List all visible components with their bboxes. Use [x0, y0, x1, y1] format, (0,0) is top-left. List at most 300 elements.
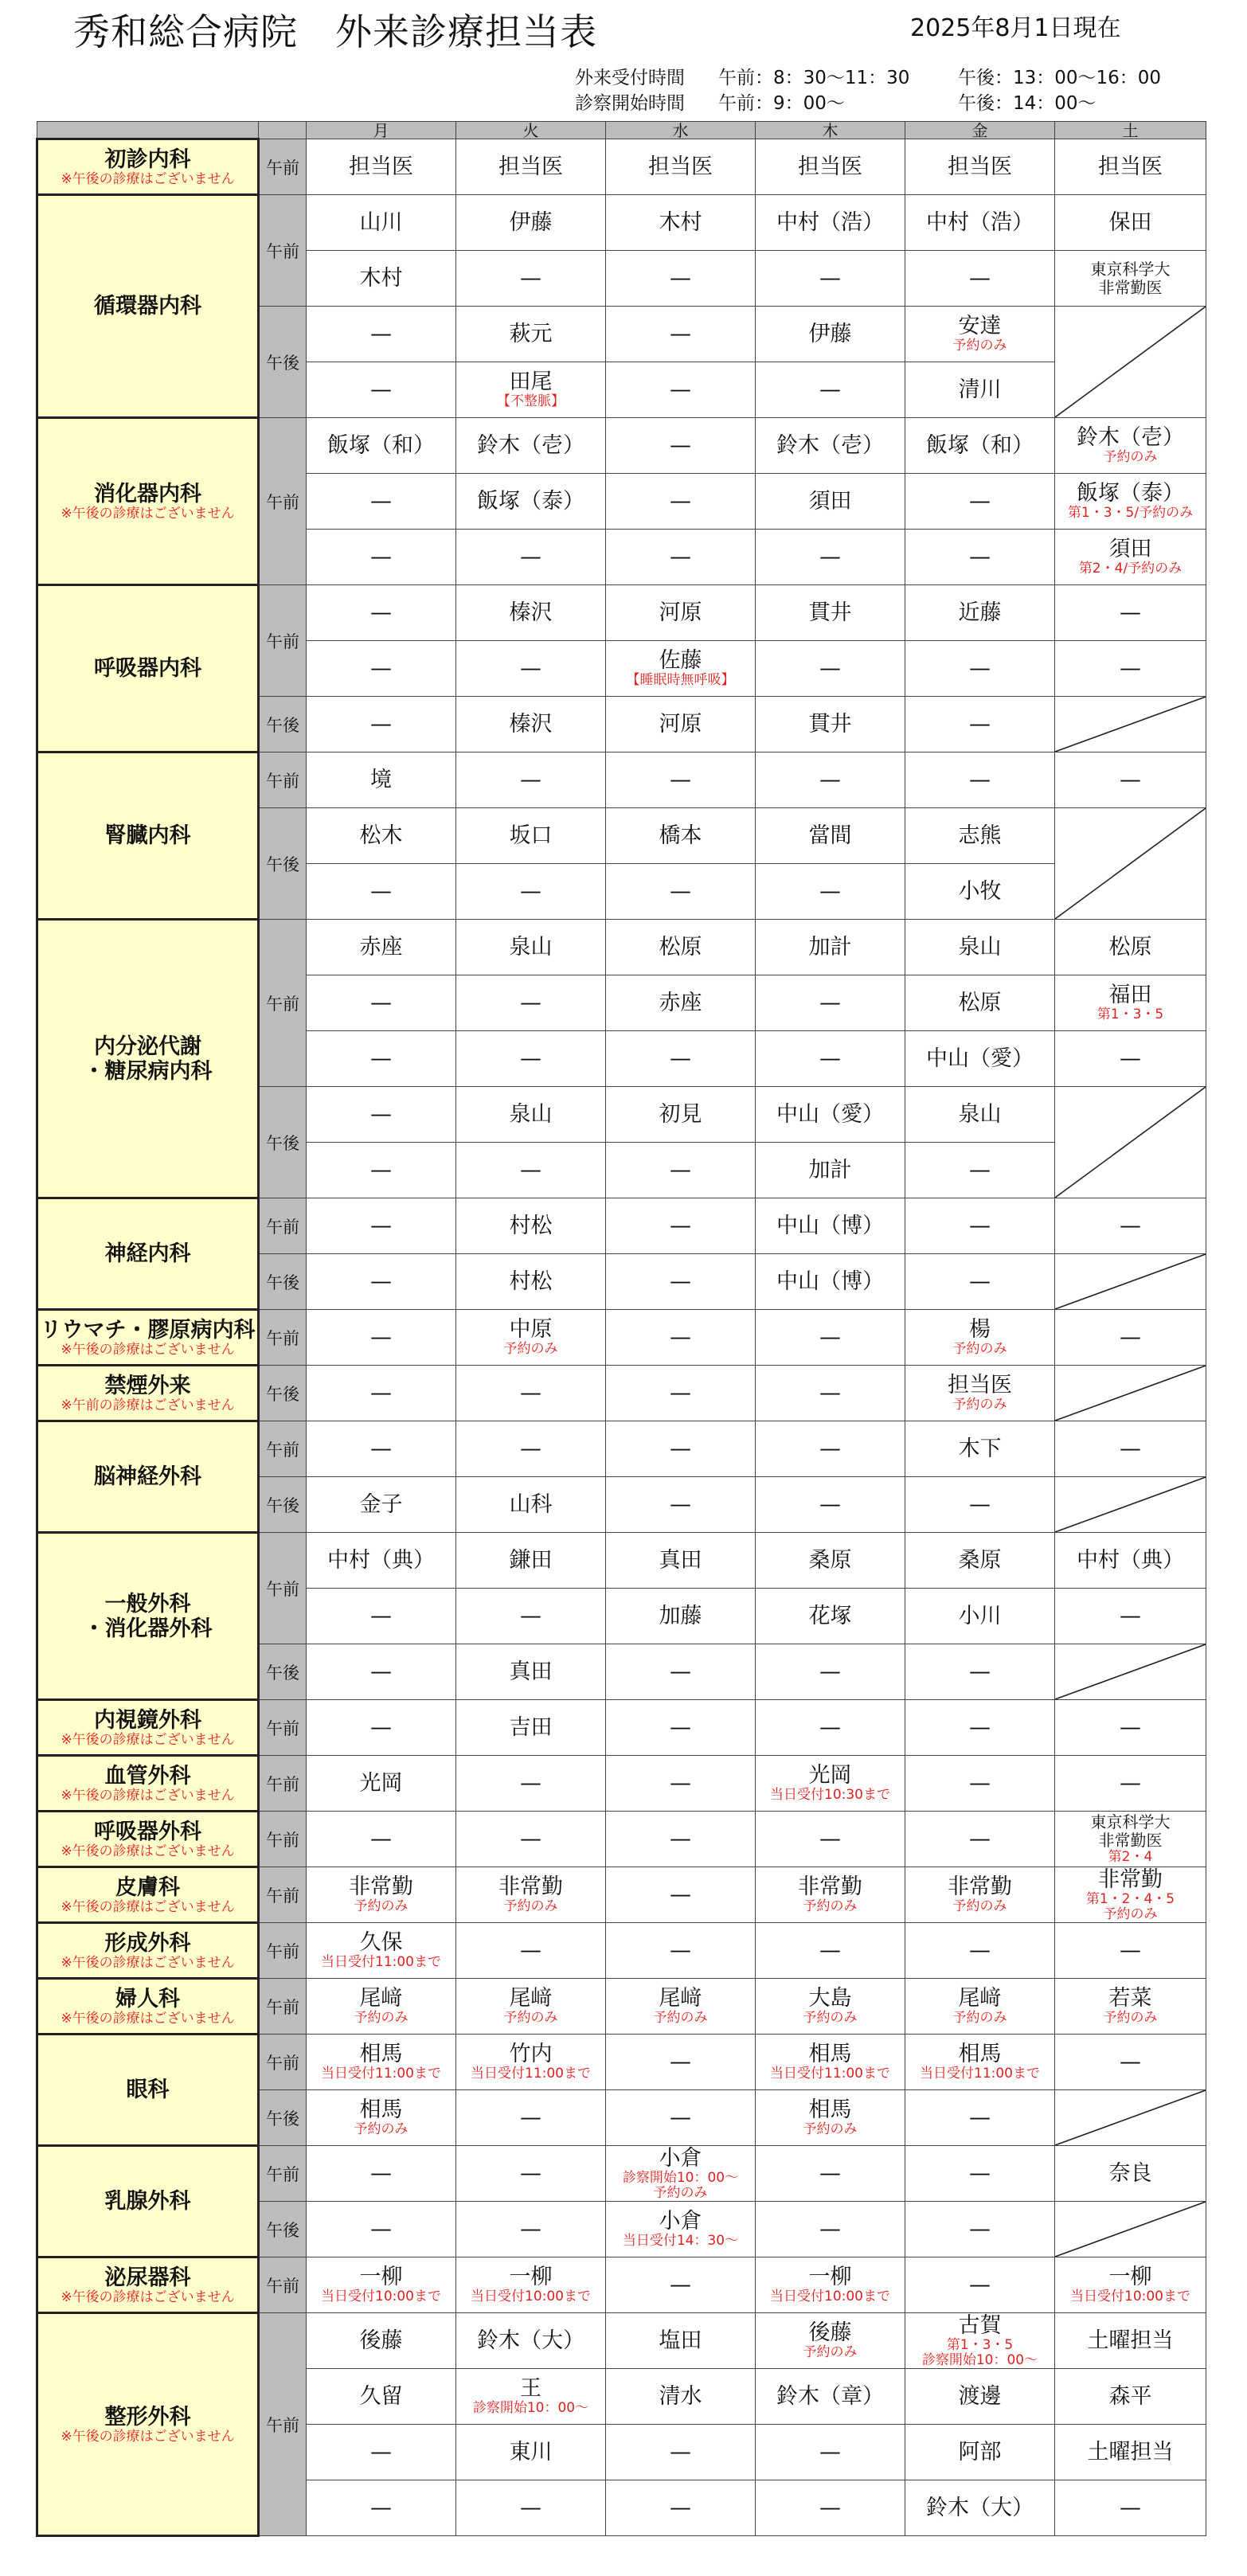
- doctor-name: 担当医: [948, 154, 1012, 179]
- doctor-name: 後藤: [808, 2320, 852, 2345]
- doctor-cell: [606, 2369, 756, 2425]
- doctor-note: 予約のみ: [952, 1341, 1007, 1357]
- doctor-cell: [456, 307, 606, 362]
- doctor-name: —: [520, 2160, 541, 2186]
- doctor-cell: [456, 1812, 606, 1867]
- doctor-cell: [606, 1031, 756, 1087]
- doctor-cell: [756, 139, 905, 195]
- doctor-name: —: [520, 1826, 541, 1851]
- doctor-cell: [756, 251, 905, 307]
- doctor-name: 中原: [509, 1317, 553, 1342]
- department-cell: [37, 1867, 259, 1923]
- doctor-name: 中山（博）: [776, 1268, 884, 1294]
- department-cell: [37, 1198, 259, 1310]
- department-name: 婦人科: [115, 1986, 180, 2011]
- doctor-cell: [307, 1366, 456, 1421]
- department-cell: [37, 1700, 259, 1756]
- department-cell: [37, 2313, 259, 2536]
- doctor-name: —: [969, 544, 991, 569]
- doctor-name: —: [1120, 655, 1141, 681]
- doctor-cell: [1055, 1867, 1206, 1923]
- doctor-cell: [1055, 1421, 1206, 1477]
- doctor-cell: [1055, 251, 1206, 307]
- doctor-cell: [606, 2480, 756, 2536]
- doctor-name: —: [969, 1157, 991, 1182]
- doctor-name: 古賀: [958, 2312, 1002, 2338]
- doctor-cell: [307, 585, 456, 641]
- closed-cell: [1055, 697, 1206, 752]
- doctor-name: —: [520, 1603, 541, 1628]
- doctor-name: —: [969, 655, 991, 681]
- doctor-cell: [756, 864, 905, 920]
- doctor-cell: [606, 1700, 756, 1756]
- doctor-name: 山川: [359, 209, 403, 235]
- doctor-cell: [905, 2425, 1055, 2480]
- as-of-date: 2025年8月1日現在: [910, 14, 1121, 42]
- closed-slash: [1055, 307, 1206, 417]
- doctor-name: —: [819, 767, 841, 792]
- doctor-name: 須田: [1108, 537, 1152, 561]
- session-label: 午前: [259, 139, 307, 195]
- doctor-cell: [1055, 2146, 1206, 2202]
- doctor-name: —: [670, 432, 691, 458]
- department-note: ※午後の診療はございません: [61, 1731, 235, 1748]
- department-note: ※午後の診療はございません: [61, 2289, 235, 2305]
- department-name: 乳腺外科: [104, 2189, 191, 2214]
- doctor-cell: [1055, 1923, 1206, 1979]
- doctor-name: 久保: [359, 1930, 403, 1955]
- doctor-name: —: [520, 1157, 541, 1182]
- schedule-table: [36, 121, 1206, 2537]
- doctor-cell: [456, 1589, 606, 1644]
- doctor-cell: [905, 418, 1055, 474]
- doctor-cell: [905, 530, 1055, 585]
- doctor-name: 貫井: [808, 600, 852, 625]
- doctor-name: 相馬: [359, 2042, 403, 2066]
- doctor-name: 泉山: [958, 934, 1002, 960]
- closed-slash: [1055, 1366, 1206, 1421]
- doctor-name: 鈴木（壱）: [776, 432, 884, 458]
- doctor-name: —: [819, 1826, 841, 1851]
- doctor-cell: [307, 1254, 456, 1310]
- doctor-name: 泉山: [509, 934, 553, 960]
- session-label: 午前: [259, 752, 307, 808]
- doctor-cell: [905, 1366, 1055, 1421]
- doctor-name: 土曜担当: [1087, 2439, 1174, 2465]
- table-row: [37, 139, 1206, 195]
- department-name: 禁煙外来: [104, 1373, 191, 1398]
- doctor-cell: [307, 2090, 456, 2146]
- doctor-cell: [456, 920, 606, 975]
- department-name: 神経内科: [104, 1241, 191, 1266]
- doctor-cell: [307, 2146, 456, 2202]
- doctor-name: —: [969, 1770, 991, 1796]
- doctor-name: —: [370, 2495, 392, 2520]
- department-cell: [37, 1812, 259, 1867]
- session-label: 午後: [259, 307, 307, 418]
- doctor-name: 鈴木（壱）: [1077, 425, 1184, 450]
- doctor-cell: [456, 362, 606, 418]
- doctor-name: 尾﨑: [359, 1986, 403, 2011]
- doctor-cell: [456, 1031, 606, 1087]
- doctor-name: —: [969, 767, 991, 792]
- doctor-cell: [1055, 1198, 1206, 1254]
- doctor-name: 鈴木（大）: [926, 2495, 1034, 2520]
- doctor-cell: [1055, 1031, 1206, 1087]
- doctor-cell: [905, 2202, 1055, 2257]
- department-note: ※午後の診療はございません: [61, 1787, 235, 1804]
- department-cell: [37, 585, 259, 752]
- doctor-cell: [756, 1533, 905, 1589]
- doctor-cell: [1055, 2035, 1206, 2090]
- doctor-cell: [756, 307, 905, 362]
- doctor-name: 安達: [958, 314, 1002, 338]
- doctor-cell: [905, 1923, 1055, 1979]
- table-row: [37, 920, 1206, 975]
- doctor-cell: [756, 474, 905, 530]
- table-row: [37, 1700, 1206, 1756]
- session-label: 午前: [259, 1923, 307, 1979]
- doctor-cell: [905, 585, 1055, 641]
- session-label: 午後: [259, 1366, 307, 1421]
- weekday-mon: 月: [307, 122, 456, 139]
- doctor-cell: [606, 585, 756, 641]
- doctor-name: 坂口: [509, 823, 553, 848]
- doctor-cell: [905, 1477, 1055, 1533]
- doctor-name: 東川: [509, 2439, 553, 2465]
- doctor-cell: [905, 1589, 1055, 1644]
- doctor-note: 予約のみ: [354, 2121, 408, 2137]
- doctor-name: —: [819, 990, 841, 1015]
- doctor-name: 中村（典）: [327, 1547, 435, 1573]
- doctor-cell: [456, 1087, 606, 1143]
- doctor-name: —: [520, 1046, 541, 1071]
- doctor-cell: [307, 195, 456, 251]
- doctor-name: —: [819, 265, 841, 291]
- doctor-name: —: [370, 1101, 392, 1127]
- doctor-cell: [1055, 752, 1206, 808]
- doctor-name: 松原: [958, 990, 1002, 1015]
- doctor-cell: [756, 418, 905, 474]
- doctor-name: —: [1120, 600, 1141, 625]
- doctor-cell: [756, 1589, 905, 1644]
- doctor-cell: [756, 1923, 905, 1979]
- closed-slash: [1055, 1644, 1206, 1699]
- doctor-note: 当日受付11:00まで: [471, 2066, 591, 2082]
- doctor-name: 松原: [1108, 934, 1152, 960]
- doctor-cell: [307, 920, 456, 975]
- table-row: [37, 2146, 1206, 2202]
- doctor-cell: [756, 530, 905, 585]
- doctor-cell: [307, 808, 456, 864]
- doctor-note: 予約のみ: [354, 2010, 408, 2026]
- doctor-cell: [756, 1421, 905, 1477]
- doctor-name: —: [670, 1770, 691, 1796]
- doctor-name: 保田: [1108, 209, 1152, 235]
- doctor-name: 非常勤: [798, 1874, 862, 1899]
- doctor-name: —: [1120, 1770, 1141, 1796]
- start-hours-pm: 午後：14：00～: [958, 93, 1096, 114]
- doctor-name: —: [1120, 1714, 1141, 1740]
- doctor-name: 鈴木（大）: [477, 2328, 584, 2353]
- table-row: [37, 1198, 1206, 1254]
- closed-cell: [1055, 2202, 1206, 2257]
- doctor-cell: [756, 195, 905, 251]
- doctor-name: 初見: [659, 1101, 702, 1127]
- weekday-wed: 水: [606, 122, 756, 139]
- doctor-cell: [905, 808, 1055, 864]
- doctor-name: —: [819, 1324, 841, 1350]
- doctor-name: —: [370, 711, 392, 737]
- doctor-name: 加計: [808, 1157, 852, 1182]
- session-label: 午前: [259, 2313, 307, 2536]
- doctor-name: —: [670, 2105, 691, 2130]
- department-cell: [37, 1979, 259, 2035]
- doctor-note: 診察開始10：00～: [472, 2400, 589, 2416]
- doctor-note: 予約のみ: [803, 2121, 858, 2137]
- department-cell: [37, 139, 259, 195]
- doctor-name: —: [670, 265, 691, 291]
- doctor-name: 一柳: [359, 2265, 403, 2289]
- doctor-cell: [756, 1087, 905, 1143]
- doctor-name: —: [1120, 1324, 1141, 1350]
- doctor-note: 診察開始10：00～ 予約のみ: [622, 2169, 739, 2201]
- department-cell: [37, 1923, 259, 1979]
- doctor-name: —: [1120, 767, 1141, 792]
- doctor-cell: [307, 474, 456, 530]
- table-row: [37, 1979, 1206, 2035]
- doctor-cell: [456, 1421, 606, 1477]
- session-label: 午後: [259, 1644, 307, 1700]
- doctor-name: —: [520, 2495, 541, 2520]
- doctor-cell: [307, 697, 456, 752]
- doctor-name: 担当医: [798, 154, 862, 179]
- doctor-cell: [905, 1031, 1055, 1087]
- doctor-name: 王: [520, 2376, 541, 2401]
- doctor-cell: [606, 1644, 756, 1700]
- session-label: 午前: [259, 1812, 307, 1867]
- doctor-cell: [1055, 975, 1206, 1031]
- reception-hours-label: 外来受付時間: [575, 68, 685, 88]
- doctor-note: 予約のみ: [952, 338, 1007, 354]
- doctor-cell: [756, 1867, 905, 1923]
- doctor-name: 榛沢: [509, 711, 553, 737]
- doctor-cell: [456, 2313, 606, 2369]
- doctor-cell: [756, 1366, 905, 1421]
- doctor-name: 一柳: [808, 2265, 852, 2289]
- doctor-cell: [905, 752, 1055, 808]
- header-session-blank: [259, 122, 307, 139]
- doctor-cell: [905, 2313, 1055, 2369]
- doctor-name: —: [1120, 2495, 1141, 2520]
- doctor-name: —: [969, 2272, 991, 2297]
- doctor-cell: [905, 1756, 1055, 1812]
- doctor-cell: [456, 1979, 606, 2035]
- doctor-name: 松原: [659, 934, 702, 960]
- doctor-name: —: [670, 1436, 691, 1461]
- doctor-cell: [606, 1756, 756, 1812]
- doctor-cell: [606, 2257, 756, 2313]
- doctor-name: —: [370, 1380, 392, 1405]
- doctor-note: 予約のみ: [803, 2010, 858, 2026]
- session-label: 午前: [259, 2035, 307, 2090]
- doctor-cell: [307, 139, 456, 195]
- doctor-cell: [905, 251, 1055, 307]
- session-label: 午前: [259, 2257, 307, 2313]
- doctor-cell: [456, 1143, 606, 1198]
- doctor-cell: [456, 530, 606, 585]
- doctor-cell: [307, 2369, 456, 2425]
- doctor-cell: [905, 864, 1055, 920]
- doctor-name: —: [670, 2439, 691, 2465]
- doctor-cell: [456, 1644, 606, 1700]
- doctor-cell: [307, 418, 456, 474]
- doctor-name: —: [1120, 1436, 1141, 1461]
- doctor-cell: [456, 2257, 606, 2313]
- doctor-cell: [606, 697, 756, 752]
- doctor-name: —: [819, 544, 841, 569]
- doctor-name: 相馬: [359, 2097, 403, 2122]
- doctor-cell: [756, 1031, 905, 1087]
- doctor-cell: [756, 641, 905, 697]
- doctor-name: 土曜担当: [1087, 2328, 1174, 2353]
- doctor-note: 第2・4: [1108, 1849, 1153, 1865]
- doctor-name: 相馬: [808, 2042, 852, 2066]
- doctor-cell: [456, 2090, 606, 2146]
- doctor-cell: [456, 585, 606, 641]
- table-row: [37, 2035, 1206, 2090]
- department-name: 呼吸器外科: [94, 1819, 201, 1844]
- doctor-name: —: [819, 1436, 841, 1461]
- doctor-cell: [307, 1477, 456, 1533]
- doctor-cell: [1055, 1533, 1206, 1589]
- doctor-name: 尾﨑: [659, 1986, 702, 2011]
- doctor-name: 塩田: [659, 2328, 702, 2353]
- reception-hours-pm: 午後：13：00～16：00: [958, 68, 1162, 88]
- doctor-note: 当日受付11:00まで: [770, 2066, 890, 2082]
- doctor-note: 予約のみ: [803, 2344, 858, 2360]
- doctor-cell: [905, 2480, 1055, 2536]
- doctor-name: 小倉: [659, 2145, 702, 2171]
- doctor-cell: [456, 808, 606, 864]
- doctor-cell: [307, 1644, 456, 1700]
- closed-cell: [1055, 307, 1206, 418]
- doctor-name: —: [670, 2049, 691, 2074]
- doctor-name: —: [670, 1714, 691, 1740]
- doctor-name: —: [969, 1937, 991, 1963]
- doctor-note: 当日受付11:00まで: [321, 1954, 441, 1970]
- doctor-cell: [756, 975, 905, 1031]
- start-hours-label: 診察開始時間: [575, 93, 685, 114]
- doctor-cell: [905, 697, 1055, 752]
- doctor-name: 奈良: [1108, 2160, 1152, 2186]
- doctor-name: 田尾: [509, 369, 553, 394]
- doctor-name: —: [370, 1603, 392, 1628]
- doctor-name: 森平: [1108, 2383, 1152, 2409]
- doctor-note: 予約のみ: [952, 1397, 1007, 1413]
- doctor-name: 中村（浩）: [926, 209, 1034, 235]
- doctor-cell: [905, 307, 1055, 362]
- doctor-name: 光岡: [359, 1770, 403, 1796]
- doctor-cell: [606, 1310, 756, 1366]
- doctor-cell: [307, 752, 456, 808]
- weekday-header-row: [37, 122, 1206, 139]
- doctor-cell: [606, 307, 756, 362]
- doctor-name: 中山（愛）: [926, 1046, 1034, 1071]
- department-cell: [37, 195, 259, 418]
- doctor-cell: [456, 1310, 606, 1366]
- table-row: [37, 1867, 1206, 1923]
- doctor-cell: [756, 1143, 905, 1198]
- doctor-note: 予約のみ: [952, 2010, 1007, 2026]
- doctor-cell: [756, 1700, 905, 1756]
- doctor-name: —: [670, 1324, 691, 1350]
- doctor-name: 担当医: [498, 154, 563, 179]
- doctor-cell: [905, 1700, 1055, 1756]
- doctor-note: 第1・3・5: [1096, 1007, 1164, 1022]
- doctor-note: 予約のみ: [653, 2010, 708, 2026]
- doctor-name: —: [819, 1491, 841, 1517]
- doctor-name: —: [819, 878, 841, 904]
- doctor-name: —: [520, 878, 541, 904]
- doctor-name: 萩元: [509, 321, 553, 346]
- doctor-name: —: [670, 488, 691, 514]
- doctor-cell: [307, 2425, 456, 2480]
- doctor-cell: [456, 2202, 606, 2257]
- doctor-cell: [456, 1477, 606, 1533]
- department-cell: [37, 1756, 259, 1812]
- doctor-name: 楊: [969, 1317, 991, 1342]
- doctor-cell: [756, 1310, 905, 1366]
- doctor-name: —: [670, 767, 691, 792]
- doctor-name: 吉田: [509, 1714, 553, 1740]
- doctor-cell: [756, 752, 905, 808]
- doctor-cell: [606, 975, 756, 1031]
- doctor-name: 中村（典）: [1077, 1547, 1184, 1573]
- table-row: [37, 1533, 1206, 1589]
- doctor-name: 鎌田: [509, 1547, 553, 1573]
- department-name: 脳神経外科: [94, 1464, 201, 1489]
- doctor-cell: [456, 2369, 606, 2425]
- doctor-cell: [307, 1867, 456, 1923]
- doctor-name: 飯塚（泰）: [1077, 481, 1184, 506]
- closed-slash: [1055, 1477, 1206, 1532]
- doctor-cell: [1055, 418, 1206, 474]
- doctor-cell: [456, 251, 606, 307]
- doctor-cell: [1055, 1589, 1206, 1644]
- doctor-cell: [456, 752, 606, 808]
- doctor-cell: [307, 1979, 456, 2035]
- doctor-name: —: [520, 1380, 541, 1405]
- doctor-cell: [905, 975, 1055, 1031]
- doctor-name: —: [520, 990, 541, 1015]
- closed-cell: [1055, 808, 1206, 920]
- doctor-cell: [307, 1143, 456, 1198]
- doctor-name: —: [969, 2216, 991, 2242]
- doctor-name: 一柳: [1108, 2265, 1152, 2289]
- doctor-name: 村松: [509, 1213, 553, 1238]
- department-name: 血管外科: [104, 1763, 191, 1788]
- doctor-cell: [606, 2425, 756, 2480]
- doctor-cell: [456, 418, 606, 474]
- doctor-cell: [905, 1533, 1055, 1589]
- doctor-note: 当日受付10:00まで: [321, 2289, 441, 2304]
- doctor-name: —: [670, 1826, 691, 1851]
- department-note: ※午後の診療はございません: [61, 2428, 235, 2445]
- doctor-name: 担当医: [648, 154, 713, 179]
- session-label: 午後: [259, 1087, 307, 1198]
- doctor-name: —: [520, 1770, 541, 1796]
